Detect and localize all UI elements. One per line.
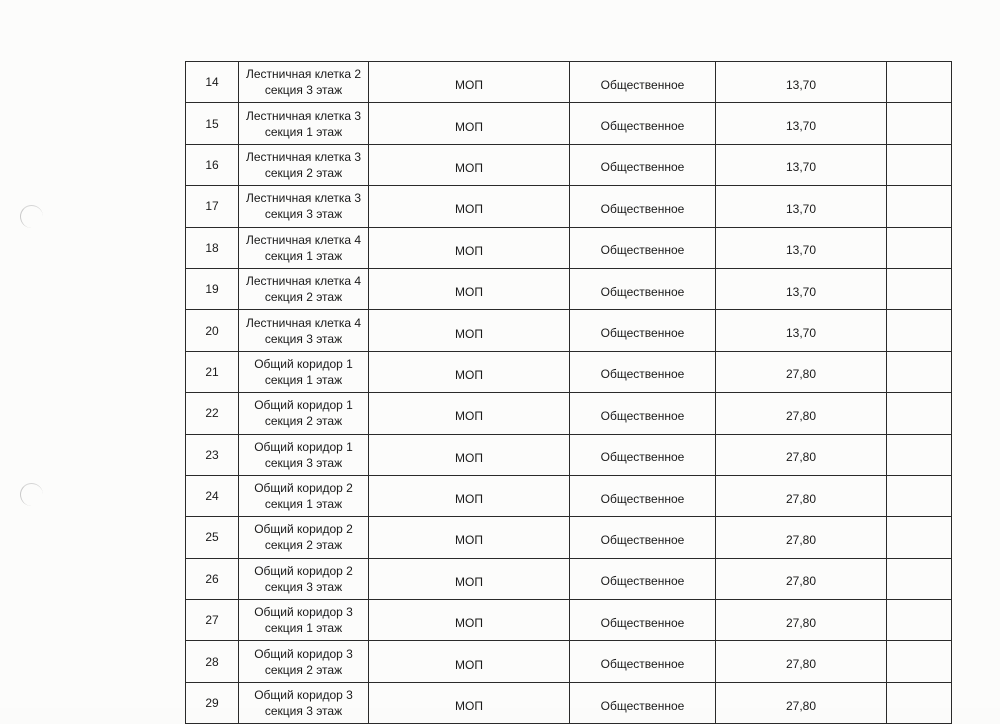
room-name [239,103,369,144]
room-type: МОП [369,475,570,516]
room-name-line2: секция 3 этаж [264,704,343,719]
room-name-line2: секция 1 этаж [264,124,343,139]
room-name-line2: секция 3 этаж [264,331,343,346]
room-name [239,682,369,723]
table-row [186,517,952,558]
room-type: МОП [369,227,570,268]
room-category: Общественное [570,393,716,434]
room-type: МОП [369,393,570,434]
room-name-line1: Лестничная клетка 3 [245,191,362,206]
extra-cell [887,62,952,103]
row-number: 19 [186,268,239,309]
extra-cell [887,600,952,641]
room-name-line1: Лестничная клетка 4 [245,315,362,330]
room-name-line1: Общий коридор 2 [254,481,353,496]
room-name [239,144,369,185]
room-name [239,227,369,268]
row-number: 29 [186,682,239,723]
room-name [239,351,369,392]
extra-cell [887,393,952,434]
room-area: 27,80 [716,641,887,682]
room-type: МОП [369,268,570,309]
room-area: 13,70 [716,186,887,227]
room-name-line2: секция 3 этаж [264,207,343,222]
room-type: МОП [369,103,570,144]
room-name-line2: секция 3 этаж [264,83,343,98]
room-name [239,434,369,475]
table-row [186,186,952,227]
room-name-line1: Общий коридор 1 [254,356,353,371]
row-number: 22 [186,393,239,434]
room-type: МОП [369,517,570,558]
table-row [186,62,952,103]
room-category: Общественное [570,682,716,723]
row-number: 28 [186,641,239,682]
row-number: 16 [186,144,239,185]
room-name-line2: секция 1 этаж [264,372,343,387]
row-number: 14 [186,62,239,103]
room-name-line2: секция 2 этаж [264,414,343,429]
table-row [186,310,952,351]
extra-cell [887,103,952,144]
table-body [186,62,952,724]
room-type: МОП [369,641,570,682]
row-number: 23 [186,434,239,475]
extra-cell [887,475,952,516]
room-name-line1: Общий коридор 2 [254,563,353,578]
extra-cell [887,558,952,599]
room-name-line1: Общий коридор 1 [254,439,353,454]
room-area: 13,70 [716,103,887,144]
extra-cell [887,682,952,723]
row-number: 20 [186,310,239,351]
extra-cell [887,144,952,185]
room-name-line2: секция 3 этаж [264,579,343,594]
extra-cell [887,227,952,268]
room-name-line2: секция 1 этаж [264,497,343,512]
row-number: 15 [186,103,239,144]
room-category: Общественное [570,475,716,516]
room-category: Общественное [570,434,716,475]
row-number: 25 [186,517,239,558]
room-area: 27,80 [716,434,887,475]
room-name-line2: секция 1 этаж [264,621,343,636]
room-type: МОП [369,186,570,227]
extra-cell [887,351,952,392]
room-category: Общественное [570,268,716,309]
room-area: 27,80 [716,475,887,516]
room-type: МОП [369,62,570,103]
room-category: Общественное [570,186,716,227]
room-type: МОП [369,682,570,723]
room-type: МОП [369,144,570,185]
room-category: Общественное [570,351,716,392]
room-name [239,558,369,599]
row-number: 27 [186,600,239,641]
table-row [186,103,952,144]
table-row [186,144,952,185]
room-category: Общественное [570,227,716,268]
punch-hole-mark [20,483,43,506]
table-row [186,434,952,475]
row-number: 21 [186,351,239,392]
room-name-line1: Общий коридор 2 [254,522,353,537]
room-name [239,475,369,516]
room-area: 13,70 [716,62,887,103]
room-name-line1: Лестничная клетка 3 [245,108,362,123]
room-area: 27,80 [716,351,887,392]
room-name-line1: Лестничная клетка 2 [245,67,362,82]
room-name-line1: Общий коридор 3 [254,688,353,703]
room-name-line2: секция 2 этаж [264,538,343,553]
extra-cell [887,186,952,227]
room-name-line1: Общий коридор 1 [254,398,353,413]
room-name [239,600,369,641]
row-number: 17 [186,186,239,227]
room-area: 27,80 [716,558,887,599]
room-name [239,517,369,558]
table-row [186,558,952,599]
room-area: 27,80 [716,682,887,723]
room-name-line2: секция 2 этаж [264,290,343,305]
room-name [239,186,369,227]
room-category: Общественное [570,558,716,599]
room-type: МОП [369,351,570,392]
room-name-line1: Лестничная клетка 4 [245,232,362,247]
table-row [186,268,952,309]
room-category: Общественное [570,600,716,641]
table-row [186,351,952,392]
room-name-line1: Лестничная клетка 3 [245,149,362,164]
row-number: 24 [186,475,239,516]
room-type: МОП [369,600,570,641]
room-name [239,268,369,309]
extra-cell [887,517,952,558]
room-area: 27,80 [716,517,887,558]
room-name [239,393,369,434]
room-area: 13,70 [716,144,887,185]
room-category: Общественное [570,144,716,185]
room-name-line1: Общий коридор 3 [254,646,353,661]
room-name [239,310,369,351]
room-area: 13,70 [716,310,887,351]
room-type: МОП [369,434,570,475]
premises-table [185,61,952,724]
room-name-line1: Лестничная клетка 4 [245,274,362,289]
room-type: МОП [369,310,570,351]
room-name [239,62,369,103]
row-number: 26 [186,558,239,599]
extra-cell [887,434,952,475]
room-category: Общественное [570,103,716,144]
table-row [186,475,952,516]
table-row [186,227,952,268]
extra-cell [887,268,952,309]
room-name-line2: секция 2 этаж [264,662,343,677]
extra-cell [887,310,952,351]
punch-hole-mark [20,205,43,228]
table-row [186,393,952,434]
room-name [239,641,369,682]
room-name-line1: Общий коридор 3 [254,605,353,620]
row-number: 18 [186,227,239,268]
table-row [186,641,952,682]
room-area: 13,70 [716,268,887,309]
room-name-line2: секция 1 этаж [264,248,343,263]
room-category: Общественное [570,62,716,103]
room-area: 27,80 [716,393,887,434]
room-category: Общественное [570,517,716,558]
room-area: 13,70 [716,227,887,268]
room-category: Общественное [570,641,716,682]
room-name-line2: секция 2 этаж [264,165,343,180]
room-category: Общественное [570,310,716,351]
table-row [186,600,952,641]
room-type: МОП [369,558,570,599]
extra-cell [887,641,952,682]
room-area: 27,80 [716,600,887,641]
table-row [186,682,952,723]
room-name-line2: секция 3 этаж [264,455,343,470]
